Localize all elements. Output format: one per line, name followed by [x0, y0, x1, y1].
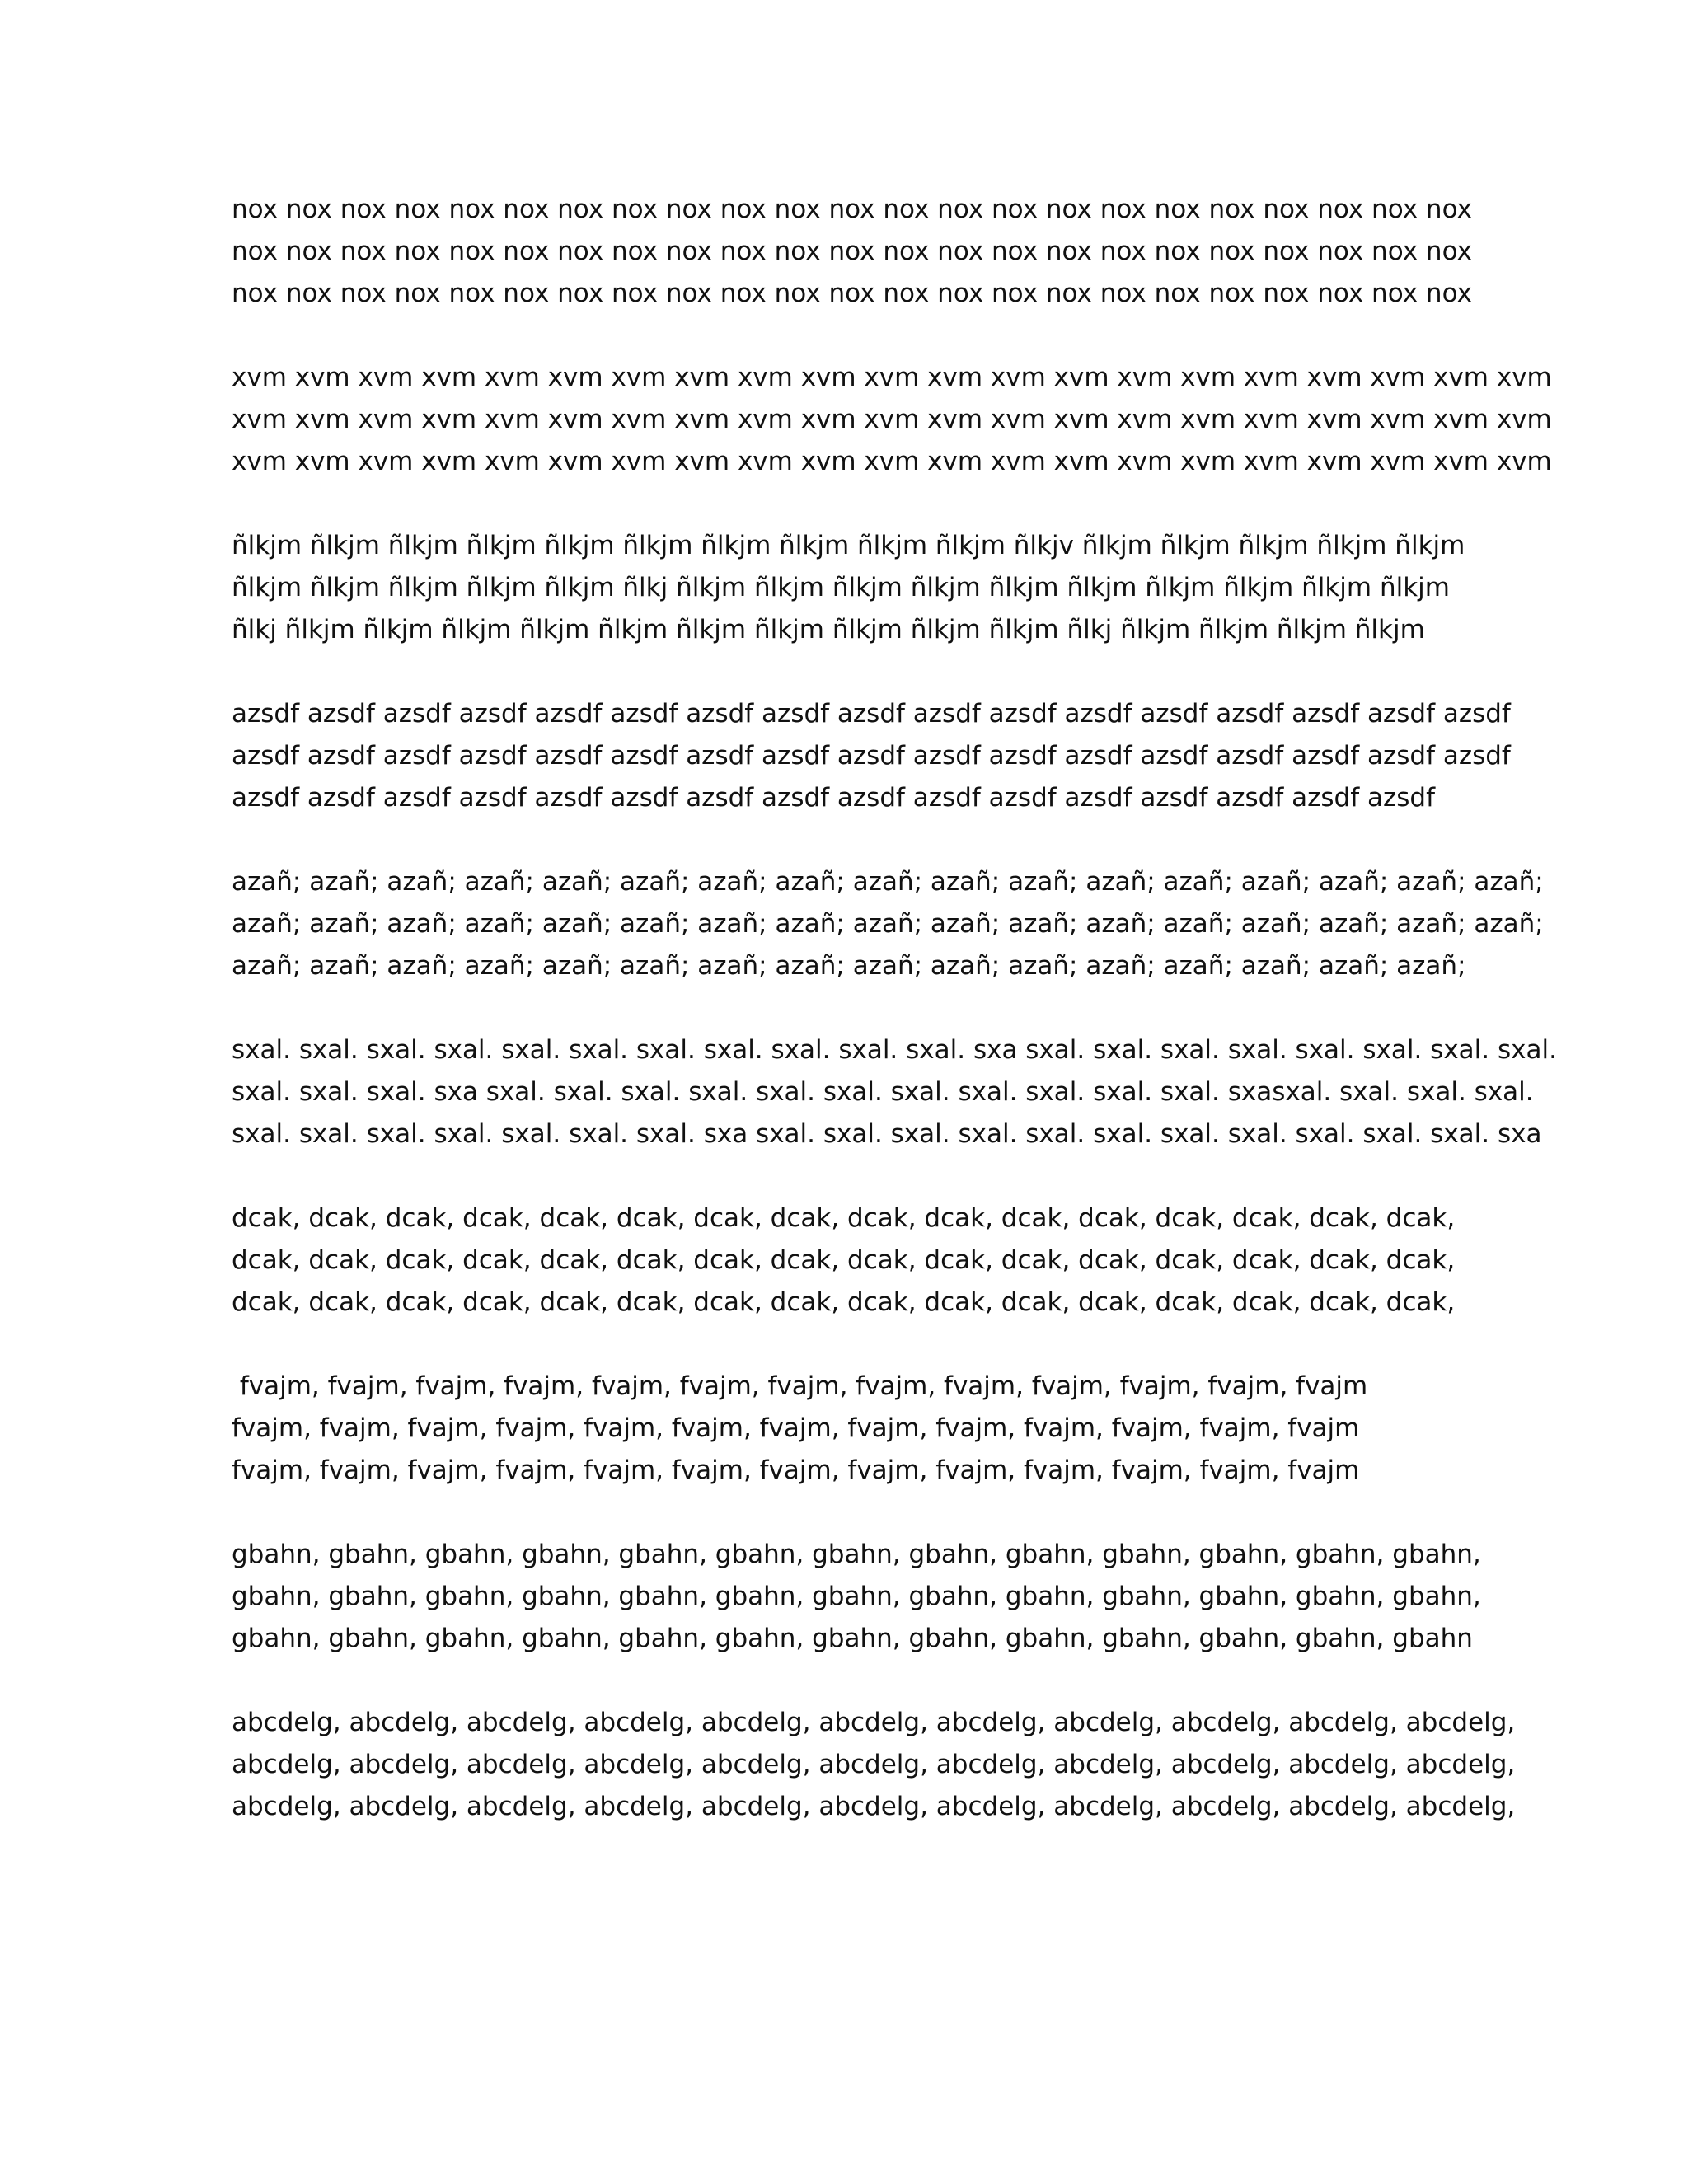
text-line: abcdelg, abcdelg, abcdelg, abcdelg, abcdelg, abcdelg, abcdelg, abcdelg, abcdelg, abcdelg, abcdelg,	[232, 1792, 1516, 1821]
text-line: nox nox nox nox nox nox nox nox nox nox nox nox nox nox nox nox nox nox nox nox nox nox nox	[232, 279, 1472, 308]
text-line: dcak, dcak, dcak, dcak, dcak, dcak, dcak, dcak, dcak, dcak, dcak, dcak, dcak, dcak, dcak, dcak,	[232, 1203, 1456, 1233]
text-line: abcdelg, abcdelg, abcdelg, abcdelg, abcdelg, abcdelg, abcdelg, abcdelg, abcdelg, abcdelg, abcdelg,	[232, 1708, 1516, 1737]
text-line: gbahn, gbahn, gbahn, gbahn, gbahn, gbahn, gbahn, gbahn, gbahn, gbahn, gbahn, gbahn, gbahn	[232, 1624, 1473, 1653]
text-line: nox nox nox nox nox nox nox nox nox nox nox nox nox nox nox nox nox nox nox nox nox nox nox	[232, 194, 1472, 224]
text-line: xvm xvm xvm xvm xvm xvm xvm xvm xvm xvm xvm xvm xvm xvm xvm xvm xvm xvm xvm xvm xvm	[232, 447, 1552, 476]
text-line: fvajm, fvajm, fvajm, fvajm, fvajm, fvajm, fvajm, fvajm, fvajm, fvajm, fvajm, fvajm, fvajm	[232, 1455, 1360, 1485]
text-line: azañ; azañ; azañ; azañ; azañ; azañ; azañ; azañ; azañ; azañ; azañ; azañ; azañ; azañ; azañ; azañ; azañ;	[232, 909, 1544, 939]
text-line: ñlkjm ñlkjm ñlkjm ñlkjm ñlkjm ñlkjm ñlkjm ñlkjm ñlkjm ñlkjm ñlkjv ñlkjm ñlkjm ñlkjm ñlkjm ñlkjm	[232, 531, 1465, 560]
text-line: xvm xvm xvm xvm xvm xvm xvm xvm xvm xvm xvm xvm xvm xvm xvm xvm xvm xvm xvm xvm xvm	[232, 363, 1552, 392]
text-line: abcdelg, abcdelg, abcdelg, abcdelg, abcdelg, abcdelg, abcdelg, abcdelg, abcdelg, abcdelg, abcdelg,	[232, 1750, 1516, 1779]
paragraph-xvm	[232, 357, 1552, 483]
text-line: dcak, dcak, dcak, dcak, dcak, dcak, dcak, dcak, dcak, dcak, dcak, dcak, dcak, dcak, dcak, dcak,	[232, 1245, 1456, 1275]
text-line: gbahn, gbahn, gbahn, gbahn, gbahn, gbahn, gbahn, gbahn, gbahn, gbahn, gbahn, gbahn, gbahn,	[232, 1540, 1481, 1569]
paragraph-sxal	[232, 1029, 1557, 1155]
paragraph-fvajm	[232, 1366, 1468, 1492]
paragraph-abcdelg	[232, 1702, 1516, 1828]
text-line: sxal. sxal. sxal. sxal. sxal. sxal. sxal. sxal. sxal. sxal. sxal. sxa sxal. sxal. sxal. sxal. sxal. sxal. sxal. sxal.	[232, 1035, 1557, 1065]
text-line: azsdf azsdf azsdf azsdf azsdf azsdf azsdf azsdf azsdf azsdf azsdf azsdf azsdf azsdf azsdf azsdf	[232, 783, 1435, 813]
paragraph-dcak	[232, 1197, 1468, 1324]
paragraph-azan	[232, 861, 1544, 987]
text-line: xvm xvm xvm xvm xvm xvm xvm xvm xvm xvm xvm xvm xvm xvm xvm xvm xvm xvm xvm xvm xvm	[232, 405, 1552, 434]
text-line: ñlkj ñlkjm ñlkjm ñlkjm ñlkjm ñlkjm ñlkjm ñlkjm ñlkjm ñlkjm ñlkjm ñlkj ñlkjm ñlkjm ñlkjm ñlkjm	[232, 615, 1425, 644]
paragraph-nox	[232, 189, 1472, 315]
text-line: gbahn, gbahn, gbahn, gbahn, gbahn, gbahn, gbahn, gbahn, gbahn, gbahn, gbahn, gbahn, gbahn,	[232, 1582, 1481, 1611]
paragraph-nlkjm	[232, 525, 1468, 651]
text-line: azsdf azsdf azsdf azsdf azsdf azsdf azsdf azsdf azsdf azsdf azsdf azsdf azsdf azsdf azsdf azsdf azsdf	[232, 699, 1511, 729]
text-line: azañ; azañ; azañ; azañ; azañ; azañ; azañ; azañ; azañ; azañ; azañ; azañ; azañ; azañ; azañ; azañ;	[232, 951, 1466, 981]
text-line: azsdf azsdf azsdf azsdf azsdf azsdf azsdf azsdf azsdf azsdf azsdf azsdf azsdf azsdf azsdf azsdf azsdf	[232, 741, 1511, 771]
text-line: sxal. sxal. sxal. sxal. sxal. sxal. sxal. sxa sxal. sxal. sxal. sxal. sxal. sxal. sxal. sxal. sxal. sxal. sxal. sxa	[232, 1119, 1542, 1149]
text-line: fvajm, fvajm, fvajm, fvajm, fvajm, fvajm, fvajm, fvajm, fvajm, fvajm, fvajm, fvajm, fvajm	[232, 1371, 1368, 1401]
text-line: azañ; azañ; azañ; azañ; azañ; azañ; azañ; azañ; azañ; azañ; azañ; azañ; azañ; azañ; azañ; azañ; azañ;	[232, 867, 1544, 897]
text-line: nox nox nox nox nox nox nox nox nox nox nox nox nox nox nox nox nox nox nox nox nox nox nox	[232, 237, 1472, 266]
paragraph-azsdf	[232, 693, 1511, 819]
text-line: sxal. sxal. sxal. sxa sxal. sxal. sxal. sxal. sxal. sxal. sxal. sxal. sxal. sxal. sxal. sxasxal. sxal. sxal. sxal.	[232, 1077, 1534, 1107]
paragraph-gbahn	[232, 1534, 1481, 1660]
document-body	[232, 189, 1557, 1870]
text-line: ñlkjm ñlkjm ñlkjm ñlkjm ñlkjm ñlkj ñlkjm ñlkjm ñlkjm ñlkjm ñlkjm ñlkjm ñlkjm ñlkjm ñlkjm ñlkjm	[232, 573, 1450, 602]
text-line: dcak, dcak, dcak, dcak, dcak, dcak, dcak, dcak, dcak, dcak, dcak, dcak, dcak, dcak, dcak, dcak,	[232, 1287, 1456, 1317]
text-line: fvajm, fvajm, fvajm, fvajm, fvajm, fvajm, fvajm, fvajm, fvajm, fvajm, fvajm, fvajm, fvajm	[232, 1413, 1360, 1443]
